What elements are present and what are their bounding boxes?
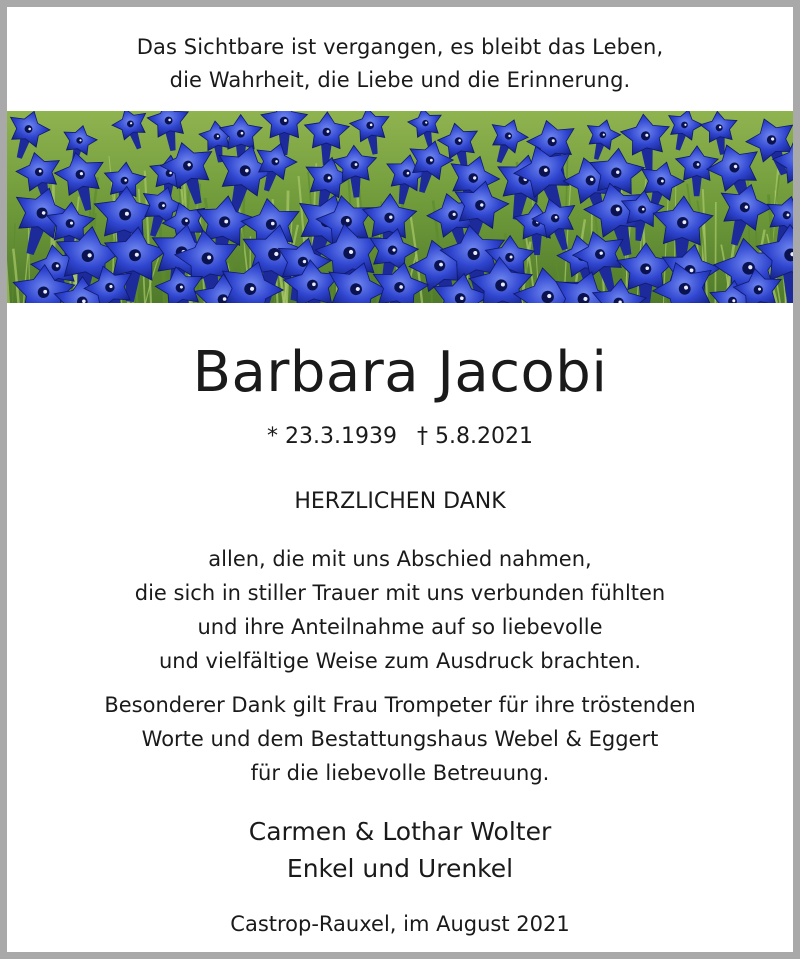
signers [7,813,793,887]
quote-line: die Wahrheit, die Liebe und die Erinnerung. [169,68,631,92]
special-line: Besonderer Dank gilt Frau Trompeter für ihre tröstenden [104,693,696,717]
signer-line: Carmen & Lothar Wolter [248,817,552,846]
special-line: Worte und dem Bestattungshaus Webel & Eggert [141,727,659,751]
special-line: für die liebevolle Betreuung. [250,761,550,785]
life-dates [7,420,793,454]
deceased-name: Barbara Jacobi [192,340,608,405]
quote-line: Das Sichtbare ist vergangen, es bleibt das Leben, [136,35,664,59]
thanks-heading: HERZLICHEN DANK [294,489,506,514]
thanks-text [7,542,793,678]
signer-line: Enkel und Urenkel [286,854,514,883]
special-thanks-text [7,688,793,790]
birth-date: * 23.3.1939 [267,424,397,449]
memorial-quote [7,31,793,97]
place-and-date: Castrop-Rauxel, im August 2021 [230,912,570,936]
flower-field-image [7,111,793,303]
death-date: † 5.8.2021 [417,424,533,449]
gentian-flowers-photo [7,111,793,303]
thanks-line: allen, die mit uns Abschied nahmen, [208,547,592,571]
thanks-line: und vielfältige Weise zum Ausdruck brachten. [158,649,642,673]
thanks-line: und ihre Anteilnahme auf so liebevolle [197,615,603,639]
thanks-line: die sich in stiller Trauer mit uns verbunden fühlten [134,581,666,605]
